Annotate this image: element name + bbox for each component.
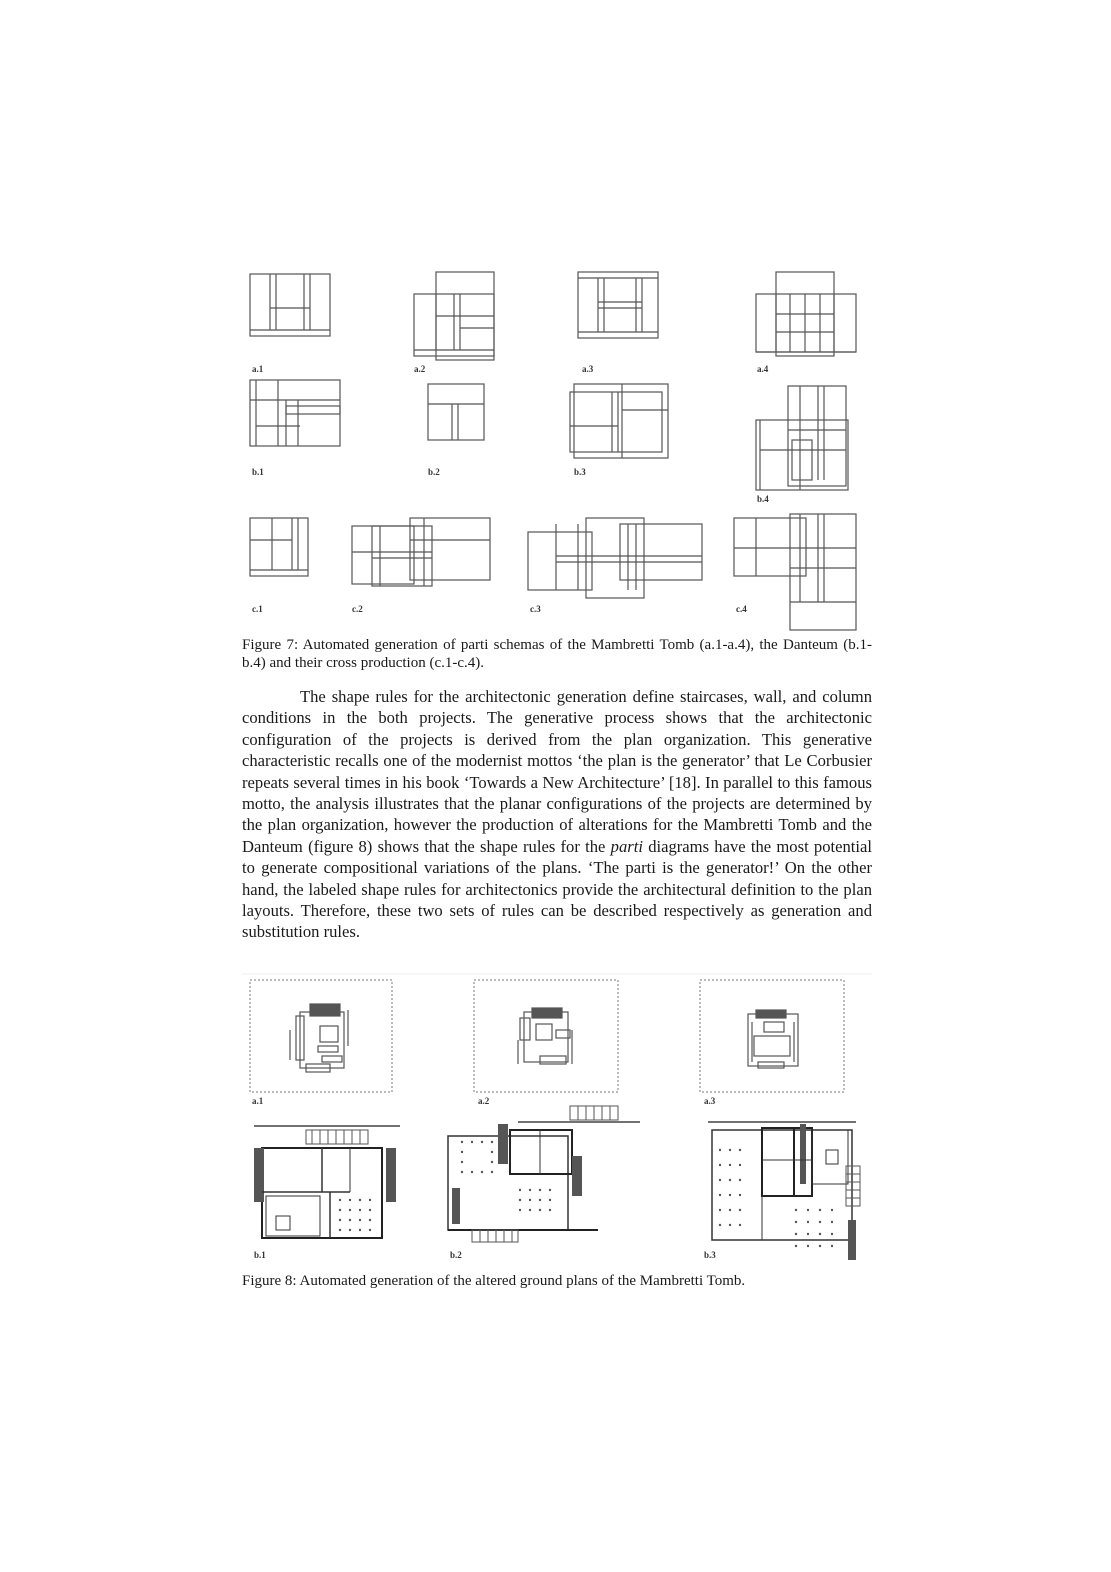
- label-fig8-b3: b.3: [704, 1250, 716, 1260]
- plan-a3: [748, 1010, 798, 1068]
- column-grid-b1: [339, 1199, 371, 1231]
- label-c2: c.2: [352, 604, 363, 614]
- label-c1: c.1: [252, 604, 263, 614]
- label-a2: a.2: [414, 364, 426, 374]
- paragraph-text-part-1: The shape rules for the architectonic generation define staircases, wall, and column conditions in the both projects. The generative process shows that the architectonic configuration of the projects is derived from the plan organization. This generative characteristic recalls one of the modernist mottos ‘the plan is the generator’ that Le Corbusier repeats several times in his book ‘Towards a New Architecture’ [18]. In parallel to this famous motto, the analysis illustrates that the planar configurations of the projects are determined by the plan organization, however the production of alterations for the Mambretti Tomb and the Danteum (figure 8) shows that the shape rules for the: [242, 687, 872, 856]
- label-c4: c.4: [736, 604, 747, 614]
- plan-frame-a1: [250, 980, 392, 1092]
- plan-a2: [518, 1008, 572, 1064]
- label-c3: c.3: [530, 604, 541, 614]
- plan-frame-a2: [474, 980, 618, 1092]
- parti-term: parti: [610, 836, 643, 856]
- plan-a1: [290, 1004, 348, 1072]
- figure-7-caption: Figure 7: Automated generation of parti schemas of the Mambretti Tomb (a.1-a.4), the Danteum (b.1-b.4) and their cross production (c.1-c.4).: [242, 637, 872, 671]
- column-grid-b3: [719, 1149, 833, 1247]
- plan-b3: [708, 1122, 860, 1260]
- label-fig8-a1: a.1: [252, 1096, 264, 1106]
- label-fig8-b2: b.2: [450, 1250, 462, 1260]
- label-a4: a.4: [757, 364, 769, 374]
- label-b1: b.1: [252, 467, 264, 477]
- label-b2: b.2: [428, 467, 440, 477]
- label-b3: b.3: [574, 467, 586, 477]
- plan-b1: [254, 1126, 400, 1238]
- label-fig8-b1: b.1: [254, 1250, 266, 1260]
- paragraph-text-part-2: diagrams have the most potential to generate compositional variations of the plans. ‘The parti is the generator!’ On the other hand, the labeled shape rules for architectonics provide the architectural definition to the plan layouts. Therefore, these two sets of rules can be described respectively as generation and substitution rules.: [242, 836, 872, 942]
- label-a1: a.1: [252, 364, 264, 374]
- label-fig8-a2: a.2: [478, 1096, 490, 1106]
- label-fig8-a3: a.3: [704, 1096, 716, 1106]
- label-b4: b.4: [757, 494, 769, 504]
- label-a3: a.3: [582, 364, 594, 374]
- figure-8-caption: Figure 8: Automated generation of the altered ground plans of the Mambretti Tomb.: [242, 1273, 746, 1289]
- plan-b2: [448, 1106, 640, 1242]
